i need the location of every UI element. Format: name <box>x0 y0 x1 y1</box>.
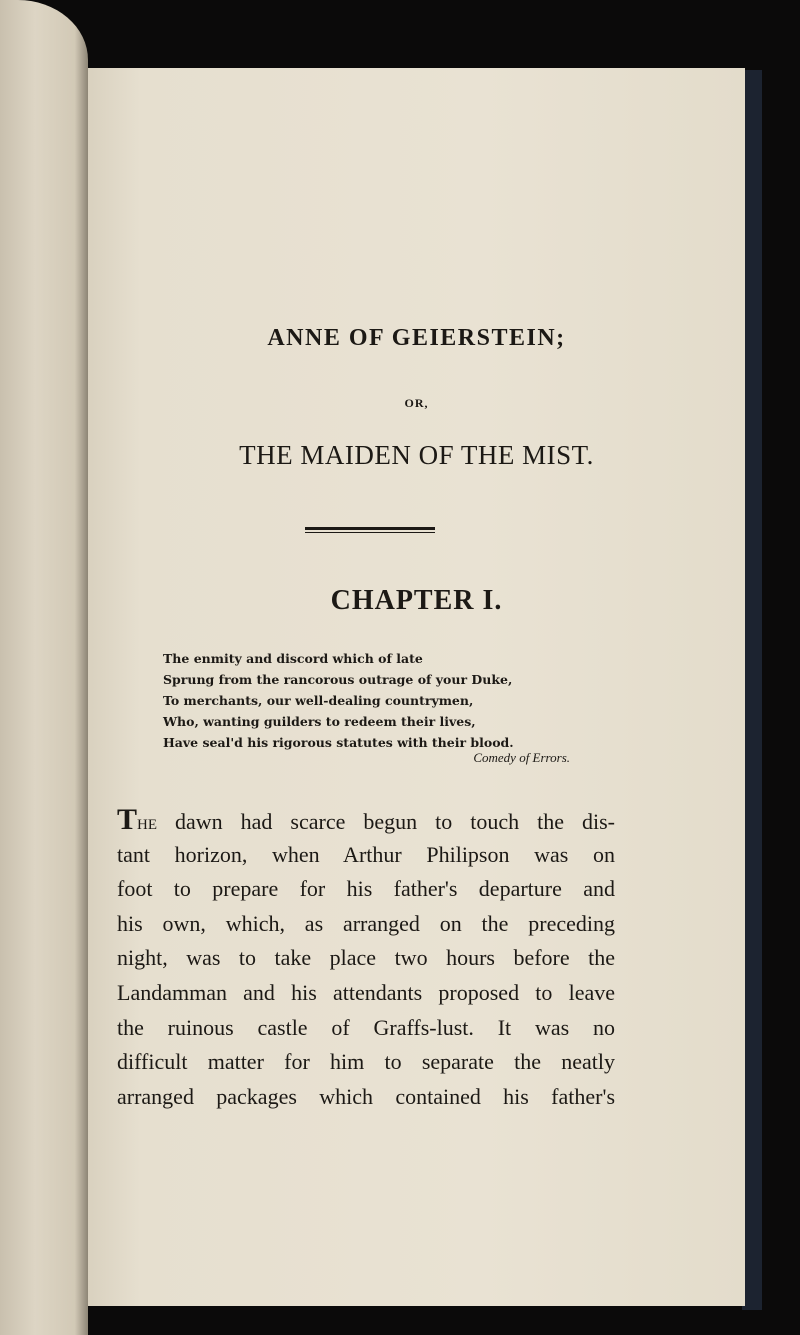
body-line: night, was to take place two hours before the <box>117 945 615 971</box>
chapter-heading: CHAPTER I. <box>330 585 503 616</box>
epigraph-attribution: Comedy of Errors. <box>473 750 570 765</box>
body-line <box>117 803 615 838</box>
double-rule-divider <box>305 527 435 533</box>
body-line: foot to prepare for his father's departure and <box>117 876 615 902</box>
body-line: difficult matter for him to separate the neatly <box>117 1049 615 1075</box>
book-cover-edge <box>742 70 762 1310</box>
book-subtitle: THE MAIDEN OF THE MIST. <box>239 440 594 470</box>
first-word-rest: he <box>137 809 158 834</box>
first-line-text: dawn had scarce begun to touch the dis- <box>157 809 615 834</box>
epigraph-line: The enmity and discord which of late <box>163 651 423 666</box>
facing-page-edge <box>0 0 88 1335</box>
book-title: ANNE OF GEIERSTEIN; <box>267 325 566 351</box>
epigraph-line: Have seal'd his rigorous statutes with their blood. <box>163 735 514 750</box>
epigraph-line: To merchants, our well-dealing countrymen, <box>163 693 474 708</box>
body-text <box>117 803 615 1114</box>
title-conjunction: OR, <box>404 396 429 410</box>
body-line: Landamman and his attendants proposed to leave <box>117 979 615 1005</box>
body-line: tant horizon, when Arthur Philipson was on <box>117 841 615 867</box>
body-line: his own, which, as arranged on the preceding <box>117 910 615 936</box>
body-line: arranged packages which contained his father's <box>117 1083 615 1109</box>
epigraph-line: Who, wanting guilders to redeem their lives, <box>163 714 476 729</box>
epigraph <box>163 648 514 753</box>
epigraph-line: Sprung from the rancorous outrage of your Duke, <box>163 672 513 687</box>
body-line: the ruinous castle of Graffs-lust. It was no <box>117 1014 615 1040</box>
drop-initial: T <box>117 803 138 836</box>
